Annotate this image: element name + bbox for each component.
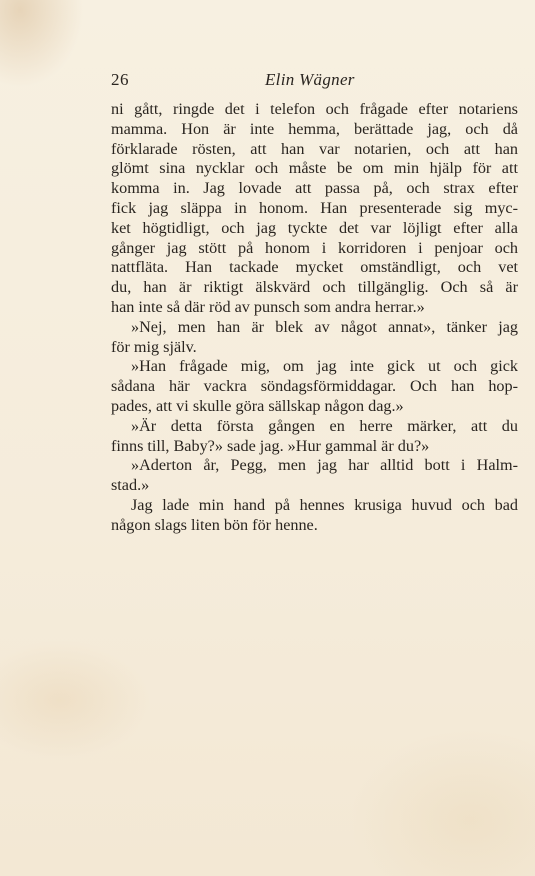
- paragraph: [111, 318, 518, 358]
- text-line: finns till, Baby?» sade jag. »Hur gammal är du?»: [111, 436, 430, 455]
- text-line: ket högtidligt, och jag tyckte det var löjligt efter alla: [111, 218, 518, 237]
- page-number: 26: [111, 70, 129, 89]
- body-text: [111, 100, 518, 536]
- text-line: sådana här vackra söndagsförmiddagar. Och han hop-: [111, 377, 518, 396]
- paragraph: [111, 496, 518, 536]
- text-line: mamma. Hon är inte hemma, berättade jag, och då: [111, 119, 518, 138]
- text-line: »Han frågade mig, om jag inte gick ut och gick: [131, 357, 518, 376]
- text-line: någon slags liten bön för henne.: [111, 515, 318, 534]
- paragraph: [111, 456, 518, 496]
- text-line: komma in. Jag lovade att passa på, och strax efter: [111, 179, 518, 198]
- text-line: för mig själv.: [111, 337, 197, 356]
- page-header: [111, 70, 518, 92]
- paragraph: [111, 100, 518, 318]
- text-line: han inte så där röd av punsch som andra herrar.»: [111, 297, 425, 316]
- text-line: ni gått, ringde det i telefon och frågade efter notariens: [111, 100, 518, 118]
- text-line: du, han är riktigt älskvärd och tillgänglig. Och så är: [111, 278, 518, 297]
- paragraph: [111, 417, 518, 457]
- text-line: nattfläta. Han tackade mycket omständligt, och vet: [111, 258, 518, 277]
- text-line: stad.»: [111, 476, 150, 495]
- text-line: fick jag släppa in honom. Han presenterade sig myc-: [111, 198, 518, 217]
- text-line: Jag lade min hand på hennes krusiga huvud och bad: [131, 495, 518, 514]
- running-head-author: Elin Wägner: [265, 70, 355, 89]
- text-line: »Nej, men han är blek av något annat», tänker jag: [131, 317, 518, 336]
- text-line: »Är detta första gången en herre märker, att du: [131, 416, 518, 435]
- text-line: förklarade rösten, att han var notarien, och att han: [111, 139, 518, 158]
- text-line: glömt sina nycklar och måste be om min hjälp för att: [111, 159, 518, 178]
- text-line: pades, att vi skulle göra sällskap någon dag.»: [111, 396, 404, 415]
- text-line: gånger jag stött på honom i korridoren i penjoar och: [111, 238, 518, 257]
- paragraph: [111, 357, 518, 416]
- text-line: »Aderton år, Pegg, men jag har alltid bott i Halm-: [131, 456, 518, 475]
